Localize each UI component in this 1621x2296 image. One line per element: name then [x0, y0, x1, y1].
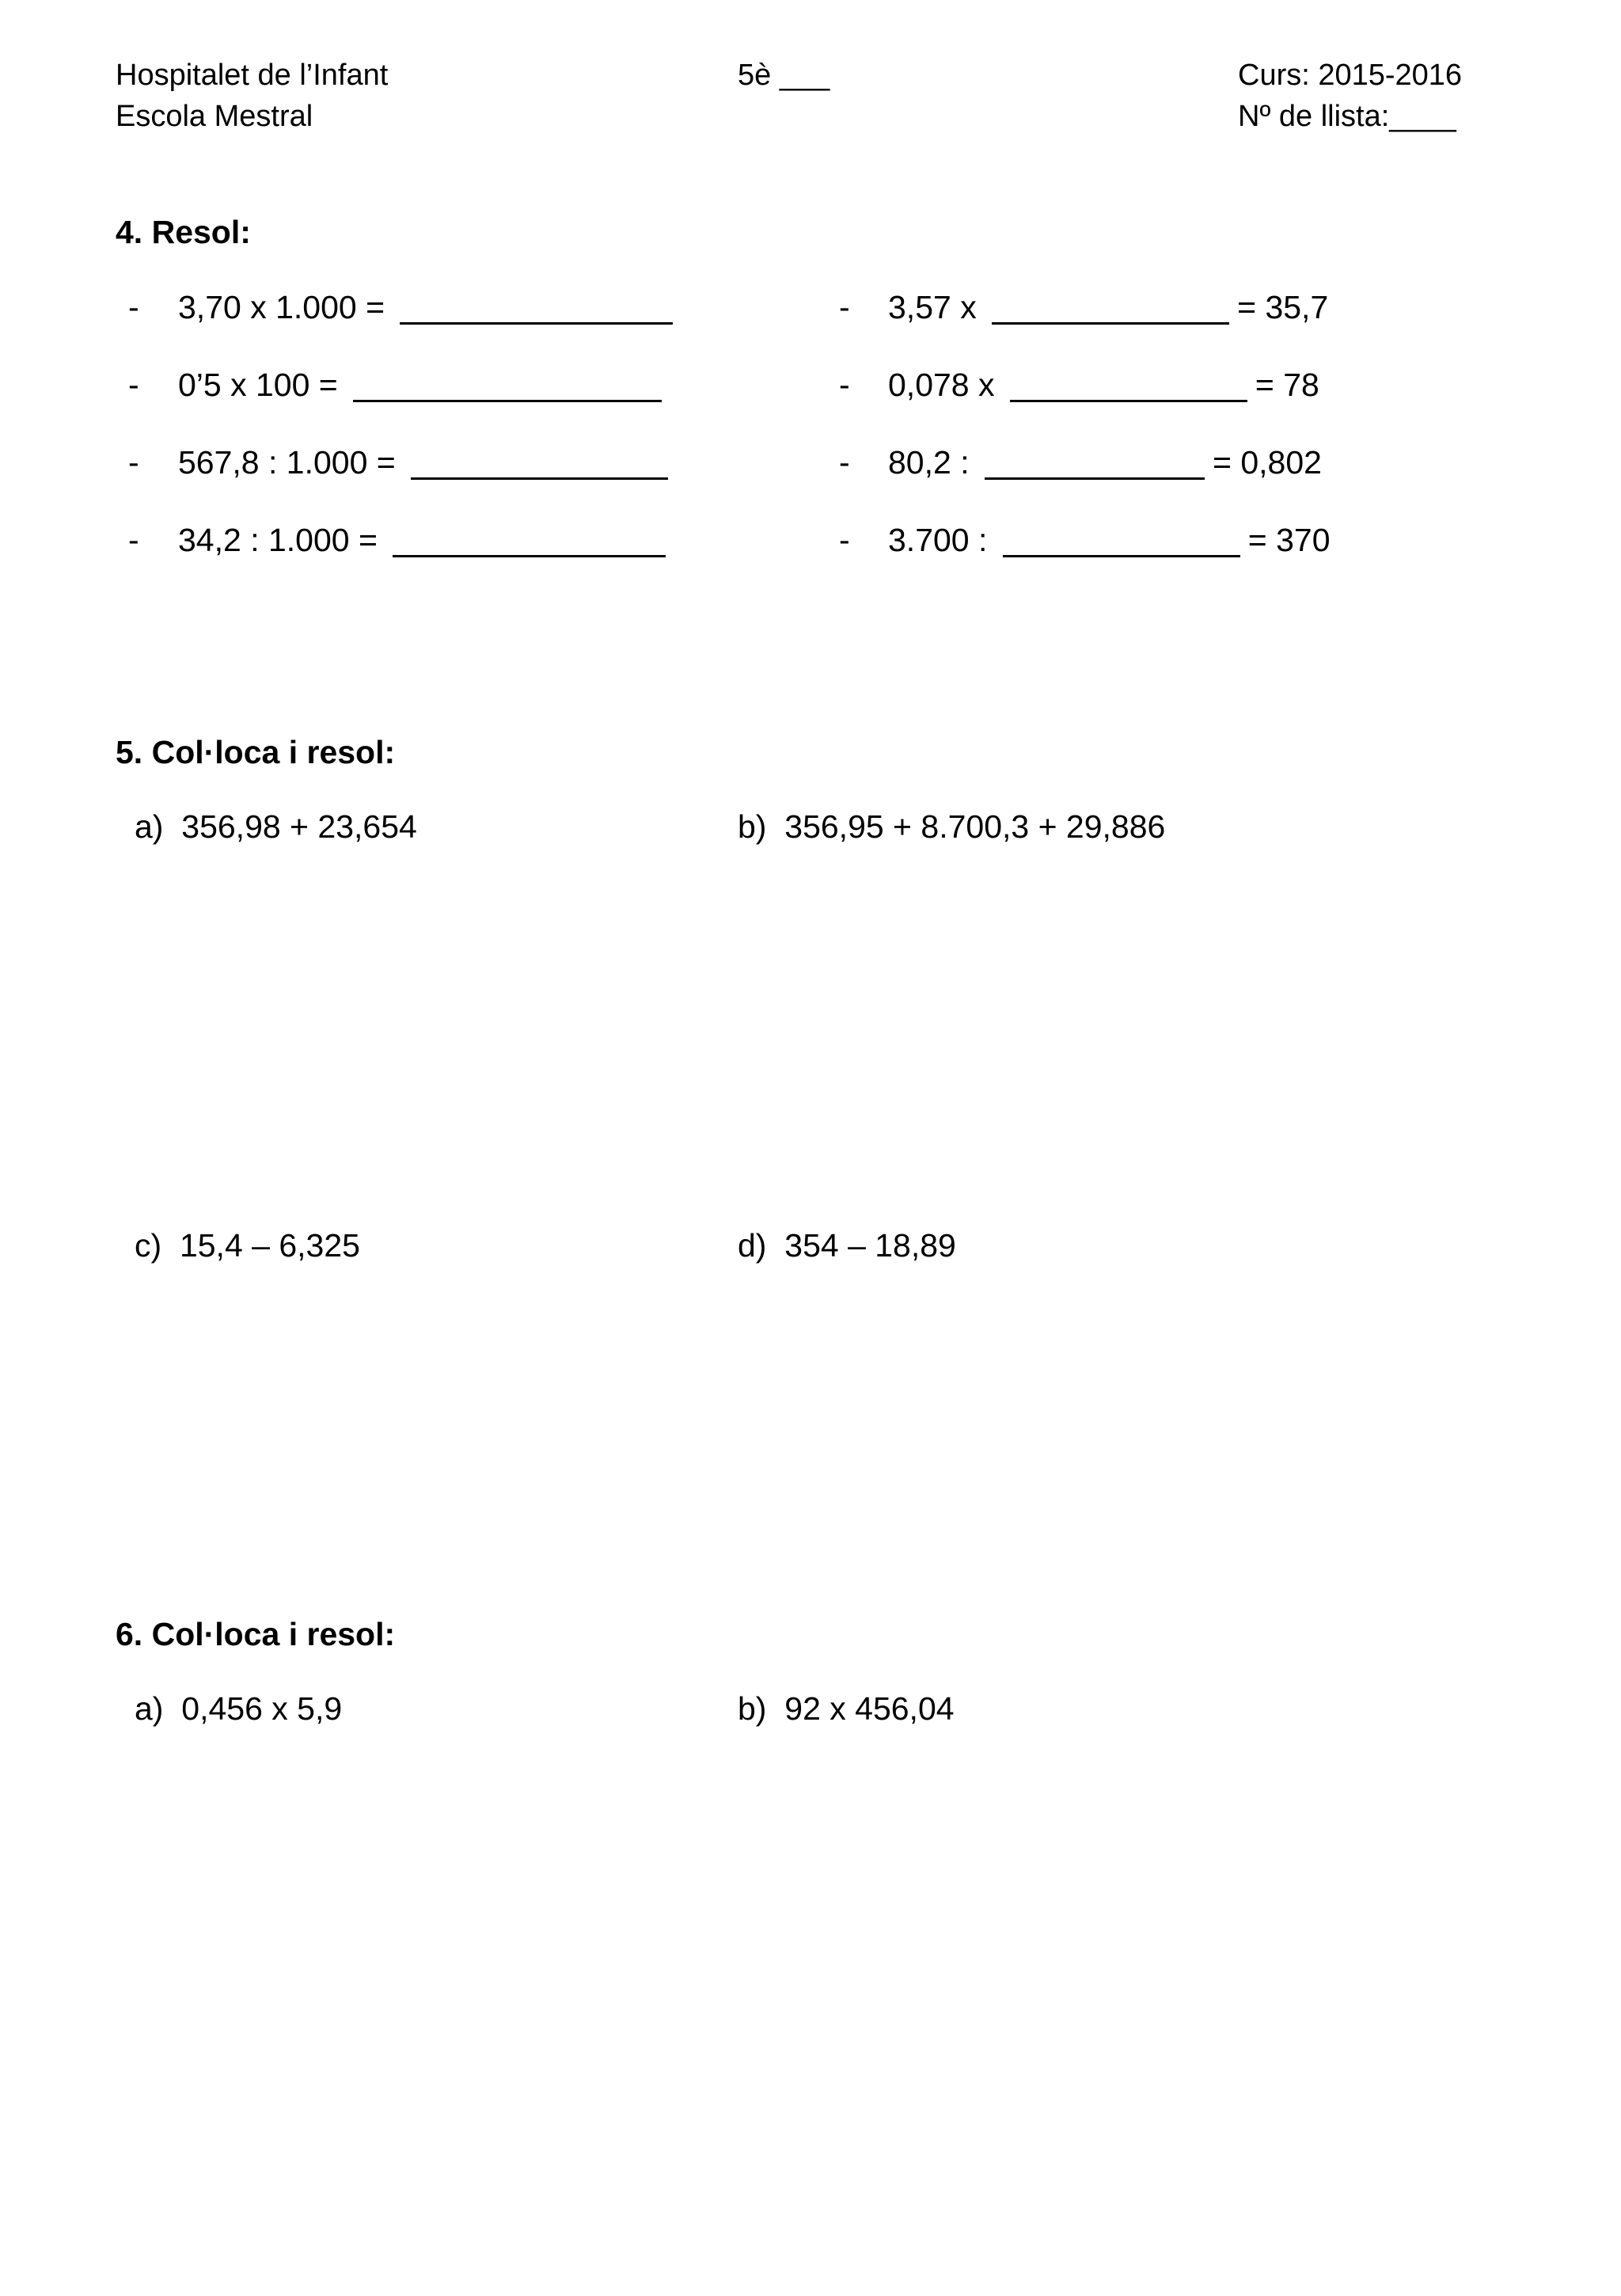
exercise-expression: 92 x 456,04 — [784, 1690, 955, 1727]
exercise-result: = 35,7 — [1237, 289, 1329, 325]
bullet-dash: - — [128, 367, 139, 403]
bullet-dash: - — [839, 522, 850, 558]
exercise-result: = 78 — [1255, 367, 1319, 403]
item-letter: b) — [738, 1690, 767, 1727]
answer-blank[interactable] — [411, 477, 668, 480]
answer-blank[interactable] — [400, 321, 673, 325]
exercise-expression: 3.700 : — [888, 522, 988, 558]
exercise-expression: 80,2 : — [888, 444, 970, 481]
answer-blank[interactable] — [1003, 554, 1240, 557]
item-letter: c) — [135, 1227, 162, 1264]
item-letter: b) — [738, 808, 767, 845]
exercise-result: = 0,802 — [1213, 444, 1322, 481]
exercise-item — [135, 807, 417, 846]
section-4-title: 4. Resol: — [116, 214, 251, 250]
bullet-dash: - — [128, 444, 139, 481]
exercise-expression: 34,2 : 1.000 = — [178, 522, 378, 558]
bullet-dash: - — [839, 289, 850, 325]
exercise-result: = 370 — [1247, 522, 1331, 558]
exercise-expression: 567,8 : 1.000 = — [178, 444, 396, 481]
grade-field: 5è ___ — [738, 59, 830, 92]
exercise-expression: 0,078 x — [888, 367, 995, 403]
answer-blank[interactable] — [992, 321, 1229, 325]
exercise-expression: 3,57 x — [888, 289, 977, 325]
course-year: Curs: 2015-2016 — [1238, 59, 1463, 92]
school-name: Escola Mestral — [116, 100, 313, 133]
school-town: Hospitalet de l’Infant — [116, 59, 389, 92]
exercise-item — [738, 1226, 956, 1265]
bullet-dash: - — [839, 367, 850, 403]
exercise-item — [135, 1689, 342, 1728]
bullet-dash: - — [128, 289, 139, 325]
exercise-item — [738, 1689, 955, 1728]
exercise-expression: 0,456 x 5,9 — [181, 1690, 343, 1727]
exercise-expression: 3,70 x 1.000 = — [178, 289, 385, 325]
answer-blank[interactable] — [1010, 399, 1247, 402]
exercise-item — [135, 1226, 360, 1265]
bullet-dash: - — [128, 522, 139, 558]
exercise-expression: 354 – 18,89 — [784, 1227, 956, 1264]
bullet-dash: - — [839, 444, 850, 481]
answer-blank[interactable] — [353, 399, 662, 402]
exercise-item — [738, 807, 1165, 846]
exercise-expression: 15,4 – 6,325 — [179, 1227, 360, 1264]
exercise-expression: 356,95 + 8.700,3 + 29,886 — [784, 808, 1166, 845]
section-6-title: 6. Col·loca i resol: — [116, 1616, 396, 1652]
answer-blank[interactable] — [393, 554, 666, 557]
item-letter: a) — [135, 808, 164, 845]
answer-blank[interactable] — [985, 477, 1205, 480]
exercise-expression: 0’5 x 100 = — [178, 367, 338, 403]
section-5-title: 5. Col·loca i resol: — [116, 734, 396, 770]
item-letter: d) — [738, 1227, 767, 1264]
item-letter: a) — [135, 1690, 164, 1727]
list-number-field: Nº de llista:____ — [1238, 100, 1456, 133]
exercise-expression: 356,98 + 23,654 — [181, 808, 417, 845]
